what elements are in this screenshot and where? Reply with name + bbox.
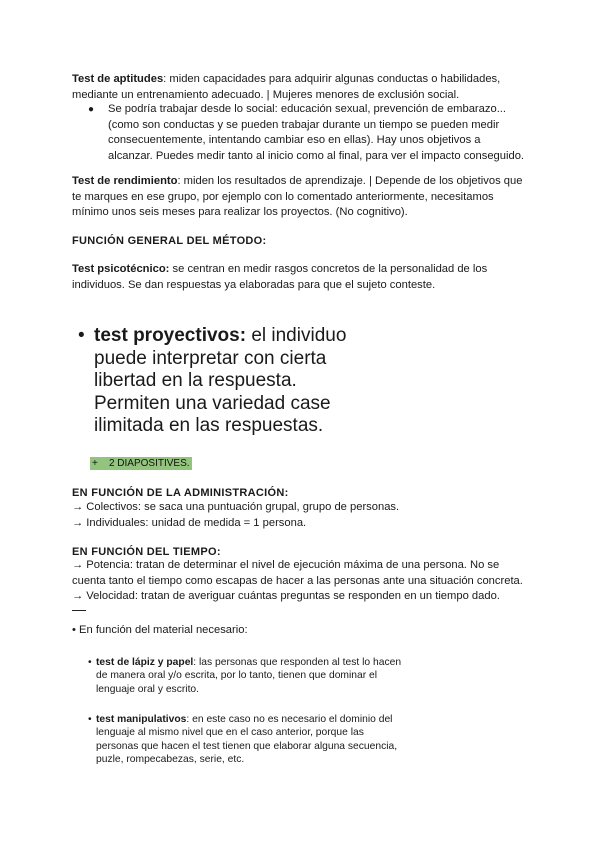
manipulativos-bullet-icon: • [88,714,92,725]
material-bullet-icon: • [72,624,76,636]
administracion-heading: EN FUNCIÓN DE LA ADMINISTRACIÓN: [72,487,289,499]
bullet-dot-icon: ● [88,104,95,115]
manipulativos-text: : en este caso no es necesario el dominio del lenguaje al mismo nivel que en el caso anterior, porque las personas que hacen el test tienen que elaborar alguna secuencia, puzle, rompecabezas, serie, etc. [96,714,398,766]
psicotecnico-paragraph [72,262,528,293]
plus-icon: + [92,458,98,469]
list-item [88,102,528,164]
proyectivos-line-4: Permiten una variedad case [94,392,331,414]
aptitudes-term: Test de aptitudes [72,73,164,85]
lapiz-term: test de lápiz y papel [96,657,194,668]
aptitudes-text: : miden capacidades para adquirir algunas conductas o habilidades, mediante un entrenamiento adecuado. | Mujeres menores de exclusión social. [72,73,501,101]
aptitudes-paragraph [72,72,528,103]
tiempo-item-velocidad: → Velocidad: tratan de averiguar cuántas preguntas se responden en un tiempo dado. [72,590,500,602]
rendimiento-term: Test de rendimiento [72,175,178,187]
proyectivos-text-block [78,325,378,438]
funcion-general-heading: FUNCIÓN GENERAL DEL MÉTODO: [72,235,267,247]
proyectivos-slide-image [78,325,378,438]
aptitudes-bullet-list [88,102,528,164]
tiempo-item-potencia: → Potencia: tratan de determinar el nivel de ejecución máxima de una persona. No se cuenta tanto el tiempo como escapas de hacer a las personas ante una situación concreta. [72,559,523,587]
material-item-manipulativos [88,713,408,767]
proyectivos-line-5: ilimitada en las respuestas. [94,415,324,436]
material-heading: En función del material necesario: [79,624,248,636]
psicotecnico-text: se centran en medir rasgos concretos de la personalidad de los individuos. Se dan respuestas ya elaboradas para que el sujeto conteste. [72,263,488,291]
proyectivos-bullet-icon: • [78,325,85,346]
proyectivos-term: test proyectivos: [94,325,247,346]
psicotecnico-term: Test psicotécnico: [72,263,170,275]
rendimiento-paragraph [72,174,528,221]
lapiz-bullet-icon: • [88,657,92,668]
horizontal-dash-divider [72,610,86,611]
material-heading-row [72,624,248,636]
proyectivos-line-2: puede interpretar con cierta [94,347,327,369]
rendimiento-text: : miden los resultados de aprendizaje. | Depende de los objetivos que te marques en ese grupo, por ejemplo con lo comentado anteriormente, necesitamos mínimo unos seis meses para realizar los proyectos. (No cognitivo). [72,175,523,219]
lapiz-text: : las personas que responden al test lo hacen de manera oral y/o escrita, por lo tanto, tienen que dominar el lenguaje oral y escrito. [96,657,402,695]
material-item-lapiz [88,656,408,696]
proyectivos-line-3: libertad en la respuesta. [94,370,297,391]
diapositivas-highlight [90,457,192,470]
diapositivas-text: 2 DIAPOSITIVES. [108,458,190,469]
administracion-item-individuales: → Individuales: unidad de medida = 1 persona. [72,517,307,529]
proyectivos-line-1: el individuo [246,325,347,346]
manipulativos-term: test manipulativos [96,714,187,725]
tiempo-heading: EN FUNCIÓN DEL TIEMPO: [72,546,221,558]
administracion-item-colectivos: → Colectivos: se saca una puntuación grupal, grupo de personas. [72,501,400,513]
aptitudes-bullet-text: Se podría trabajar desde lo social: educación sexual, prevención de embarazo... (como son conductas y se pueden trabajar durante un tiempo se pueden medir consecuentemente, intentando cambiar eso en ellas). Hay unos objetivos a alcanzar. Puedes medir tanto al inicio como al final, para ver el impacto conseguido. [108,103,525,162]
